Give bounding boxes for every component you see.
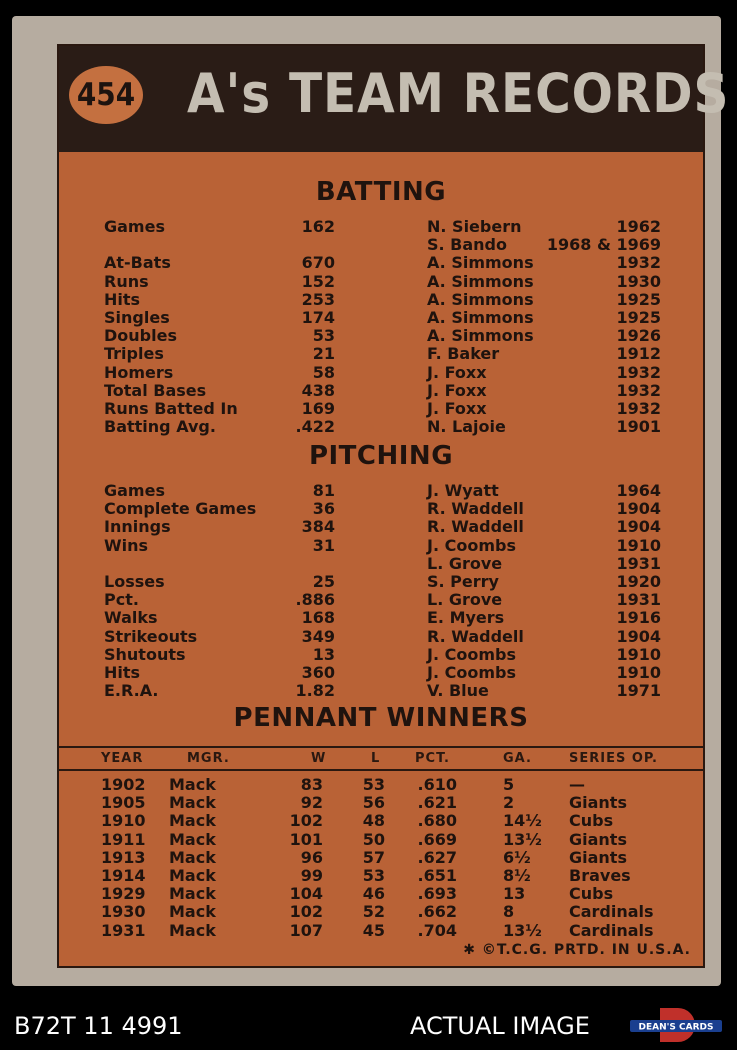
record-label: Walks: [104, 608, 158, 628]
pennant-pct: .610: [417, 775, 457, 794]
record-value: 349: [301, 626, 335, 646]
batting-row: [59, 345, 703, 363]
header-year: YEAR: [101, 751, 144, 766]
pennant-ga: 13½: [503, 920, 542, 940]
batting-row: [59, 364, 703, 382]
pennant-mgr: Mack: [169, 829, 216, 849]
record-year: 1904: [616, 517, 661, 537]
record-year: 1930: [616, 271, 661, 291]
pitching-row: [59, 482, 703, 500]
record-year: 1910: [616, 644, 661, 664]
record-value: 13: [312, 644, 335, 664]
pennant-row: [59, 867, 703, 885]
pitching-row: [59, 591, 703, 609]
record-label: Shutouts: [104, 644, 186, 664]
record-label: Doubles: [104, 326, 177, 346]
record-year: 1932: [616, 399, 661, 418]
pennant-mgr: Mack: [169, 775, 216, 794]
record-value: 174: [301, 308, 335, 327]
batting-row: [59, 273, 703, 291]
record-label: Pct.: [104, 590, 139, 610]
pennant-l: 50: [362, 829, 385, 849]
bottom-bar: [0, 1000, 737, 1050]
record-label: Triples: [104, 344, 164, 364]
header-pct: PCT.: [415, 751, 450, 766]
pennant-l: 52: [362, 902, 385, 922]
record-label: Wins: [104, 535, 149, 555]
record-year: 1926: [616, 326, 661, 346]
pennant-row: [59, 903, 703, 921]
record-value: 81: [312, 481, 335, 500]
pennant-ga: 13: [503, 884, 526, 904]
record-value: 438: [301, 380, 335, 400]
record-value: 384: [301, 517, 335, 537]
record-year: 1904: [616, 626, 661, 646]
header-mgr: MGR.: [187, 751, 230, 766]
card-code: B72T 11 4991: [14, 1012, 183, 1040]
record-holder: S. Perry: [427, 572, 499, 591]
deans-cards-logo: [630, 1006, 722, 1044]
record-label: Innings: [104, 517, 171, 537]
record-year: 1920: [616, 572, 661, 591]
record-value: 169: [301, 399, 335, 418]
pennant-year: 1930: [101, 902, 146, 922]
pitching-row: [59, 500, 703, 518]
record-label: Hits: [104, 289, 141, 309]
pennant-l: 53: [362, 866, 385, 885]
pennant-ga: 8: [503, 902, 515, 922]
batting-row: [59, 236, 703, 254]
record-year: 1925: [616, 308, 661, 327]
record-year: 1925: [616, 289, 661, 309]
record-value: .422: [295, 417, 335, 437]
record-value: 152: [301, 271, 335, 291]
record-holder: F. Baker: [427, 344, 500, 364]
record-label: Games: [104, 217, 165, 236]
pennant-row: [59, 922, 703, 940]
records-panel: [57, 44, 730, 968]
actual-image-label: ACTUAL IMAGE: [410, 1012, 590, 1040]
batting-row: [59, 382, 703, 400]
batting-row: [59, 418, 703, 436]
record-holder: A. Simmons: [427, 326, 534, 346]
pennant-w: 92: [300, 793, 323, 813]
record-holder: N. Lajoie: [427, 417, 506, 437]
header-ga: GA.: [503, 751, 532, 766]
pitching-row: [59, 664, 703, 682]
record-value: 1.82: [295, 681, 335, 701]
pitching-row: [59, 573, 703, 591]
pennant-pct: .662: [417, 902, 457, 922]
pennant-series: Cardinals: [569, 902, 654, 922]
header-w: W: [311, 751, 327, 766]
record-holder: J. Wyatt: [427, 481, 499, 500]
record-year: 1932: [616, 253, 661, 273]
record-holder: A. Simmons: [427, 253, 534, 273]
pennant-pct: .680: [417, 811, 457, 831]
pitching-row: [59, 537, 703, 555]
card-back: [12, 16, 730, 986]
record-year: 1971: [616, 681, 661, 701]
pennant-series: Cubs: [569, 811, 614, 831]
record-holder: E. Myers: [427, 608, 505, 628]
record-value: 670: [301, 253, 335, 273]
pennant-series: Braves: [569, 866, 631, 885]
record-year: 1901: [616, 417, 661, 437]
batting-row: [59, 291, 703, 309]
pennant-w: 101: [289, 829, 323, 849]
record-holder: J. Coombs: [427, 644, 516, 664]
record-label: Complete Games: [104, 499, 257, 519]
pennant-mgr: Mack: [169, 884, 216, 904]
pennant-l: 56: [362, 793, 385, 813]
pitching-row: [59, 518, 703, 536]
batting-row: [59, 400, 703, 418]
pennant-row: [59, 831, 703, 849]
pennant-l: 57: [362, 847, 385, 867]
pennant-year: 1911: [101, 829, 146, 849]
record-year: 1931: [616, 553, 661, 573]
record-label: Hits: [104, 663, 141, 682]
pennant-series: —: [569, 775, 585, 794]
pennant-year: 1902: [101, 775, 146, 794]
record-holder: S. Bando: [427, 235, 507, 255]
record-holder: L. Grove: [427, 553, 503, 573]
pitching-title: PITCHING: [308, 441, 454, 471]
record-holder: J. Foxx: [427, 399, 487, 418]
record-year: 1962: [616, 217, 661, 236]
pennant-ga: 6½: [503, 847, 531, 867]
record-label: Losses: [104, 572, 165, 591]
record-label: Games: [104, 481, 165, 500]
pennant-year: 1910: [101, 811, 146, 831]
pennant-series: Giants: [569, 847, 627, 867]
record-label: Singles: [104, 308, 170, 327]
batting-row: [59, 254, 703, 272]
pennant-series: Cubs: [569, 884, 614, 904]
pennant-w: 107: [289, 920, 323, 940]
pennant-row: [59, 794, 703, 812]
record-holder: J. Coombs: [427, 663, 516, 682]
record-label: Homers: [104, 362, 174, 382]
pennant-l: 46: [362, 884, 385, 904]
header-l: L: [371, 751, 381, 766]
record-value: 25: [312, 572, 335, 591]
record-year: 1932: [616, 362, 661, 382]
pennant-ga: 14½: [503, 811, 542, 831]
record-holder: A. Simmons: [427, 308, 534, 327]
copyright-note: ✱ ©T.C.G. PRTD. IN U.S.A.: [463, 942, 691, 958]
pennant-pct: .627: [417, 847, 457, 867]
pennant-w: 96: [300, 847, 323, 867]
pennant-series: Cardinals: [569, 920, 654, 940]
record-year: 1931: [616, 590, 661, 610]
pennant-divider-top: [59, 746, 703, 748]
record-holder: R. Waddell: [427, 499, 524, 519]
record-value: 53: [312, 326, 335, 346]
batting-row: [59, 218, 703, 236]
record-label: E.R.A.: [104, 681, 159, 701]
pennant-w: 102: [289, 811, 323, 831]
svg-text:DEAN'S CARDS: DEAN'S CARDS: [638, 1022, 714, 1033]
record-label: At-Bats: [104, 253, 171, 273]
pennant-mgr: Mack: [169, 920, 216, 940]
pennant-title: PENNANT WINNERS: [233, 703, 529, 733]
pennant-mgr: Mack: [169, 866, 216, 885]
record-label: Batting Avg.: [104, 417, 216, 437]
record-holder: A. Simmons: [427, 271, 534, 291]
record-label: Runs: [104, 271, 149, 291]
batting-title: BATTING: [315, 177, 447, 207]
record-value: 168: [301, 608, 335, 628]
record-value: 253: [301, 289, 335, 309]
pennant-w: 104: [289, 884, 323, 904]
pennant-year: 1913: [101, 847, 146, 867]
record-label: Strikeouts: [104, 626, 198, 646]
pennant-l: 45: [362, 920, 385, 940]
pitching-row: [59, 682, 703, 700]
pennant-year: 1931: [101, 920, 146, 940]
card-number-badge: 454: [69, 66, 143, 124]
record-holder: R. Waddell: [427, 626, 524, 646]
pennant-row: [59, 776, 703, 794]
pennant-divider-bottom: [59, 769, 703, 771]
pitching-row: [59, 628, 703, 646]
record-year: 1932: [616, 380, 661, 400]
record-year: 1968 & 1969: [546, 235, 661, 255]
pennant-pct: .669: [417, 829, 457, 849]
record-value: 162: [301, 217, 335, 236]
batting-row: [59, 309, 703, 327]
record-holder: V. Blue: [427, 681, 489, 701]
pennant-w: 102: [289, 902, 323, 922]
pennant-year: 1905: [101, 793, 146, 813]
pennant-row: [59, 812, 703, 830]
record-value: 21: [312, 344, 335, 364]
pitching-row: [59, 609, 703, 627]
record-year: 1904: [616, 499, 661, 519]
batting-row: [59, 327, 703, 345]
record-value: 31: [312, 535, 335, 555]
record-holder: J. Foxx: [427, 362, 487, 382]
record-year: 1912: [616, 344, 661, 364]
pennant-mgr: Mack: [169, 811, 216, 831]
pennant-pct: .693: [417, 884, 457, 904]
record-label: Total Bases: [104, 380, 207, 400]
record-holder: A. Simmons: [427, 289, 534, 309]
pennant-ga: 8½: [503, 866, 531, 885]
record-holder: J. Coombs: [427, 535, 516, 555]
record-value: 58: [312, 362, 335, 382]
pennant-l: 53: [362, 775, 385, 794]
pennant-ga: 13½: [503, 829, 542, 849]
pennant-pct: .651: [417, 866, 457, 885]
pennant-w: 83: [300, 775, 323, 794]
pennant-w: 99: [300, 866, 323, 885]
record-value: .886: [295, 590, 335, 610]
record-year: 1916: [616, 608, 661, 628]
header-series: SERIES OP.: [569, 751, 658, 766]
pennant-series: Giants: [569, 793, 627, 813]
record-value: 360: [301, 663, 335, 682]
record-holder: N. Siebern: [427, 217, 522, 236]
record-holder: L. Grove: [427, 590, 503, 610]
pennant-row: [59, 849, 703, 867]
pennant-ga: 2: [503, 793, 515, 813]
pennant-ga: 5: [503, 775, 515, 794]
pennant-year: 1914: [101, 866, 146, 885]
pennant-pct: .621: [417, 793, 457, 813]
card-title: A's TEAM RECORDS: [187, 62, 730, 125]
pennant-mgr: Mack: [169, 847, 216, 867]
record-holder: J. Foxx: [427, 380, 487, 400]
record-year: 1910: [616, 663, 661, 682]
pennant-mgr: Mack: [169, 793, 216, 813]
pitching-row: [59, 646, 703, 664]
pennant-row: [59, 885, 703, 903]
pitching-row: [59, 555, 703, 573]
record-year: 1964: [616, 481, 661, 500]
record-label: Runs Batted In: [104, 399, 238, 418]
pennant-year: 1929: [101, 884, 146, 904]
pennant-series: Giants: [569, 829, 627, 849]
pennant-l: 48: [362, 811, 385, 831]
pennant-pct: .704: [417, 920, 457, 940]
record-year: 1910: [616, 535, 661, 555]
record-value: 36: [312, 499, 335, 519]
pennant-mgr: Mack: [169, 902, 216, 922]
card-header: [59, 46, 730, 152]
record-holder: R. Waddell: [427, 517, 524, 537]
